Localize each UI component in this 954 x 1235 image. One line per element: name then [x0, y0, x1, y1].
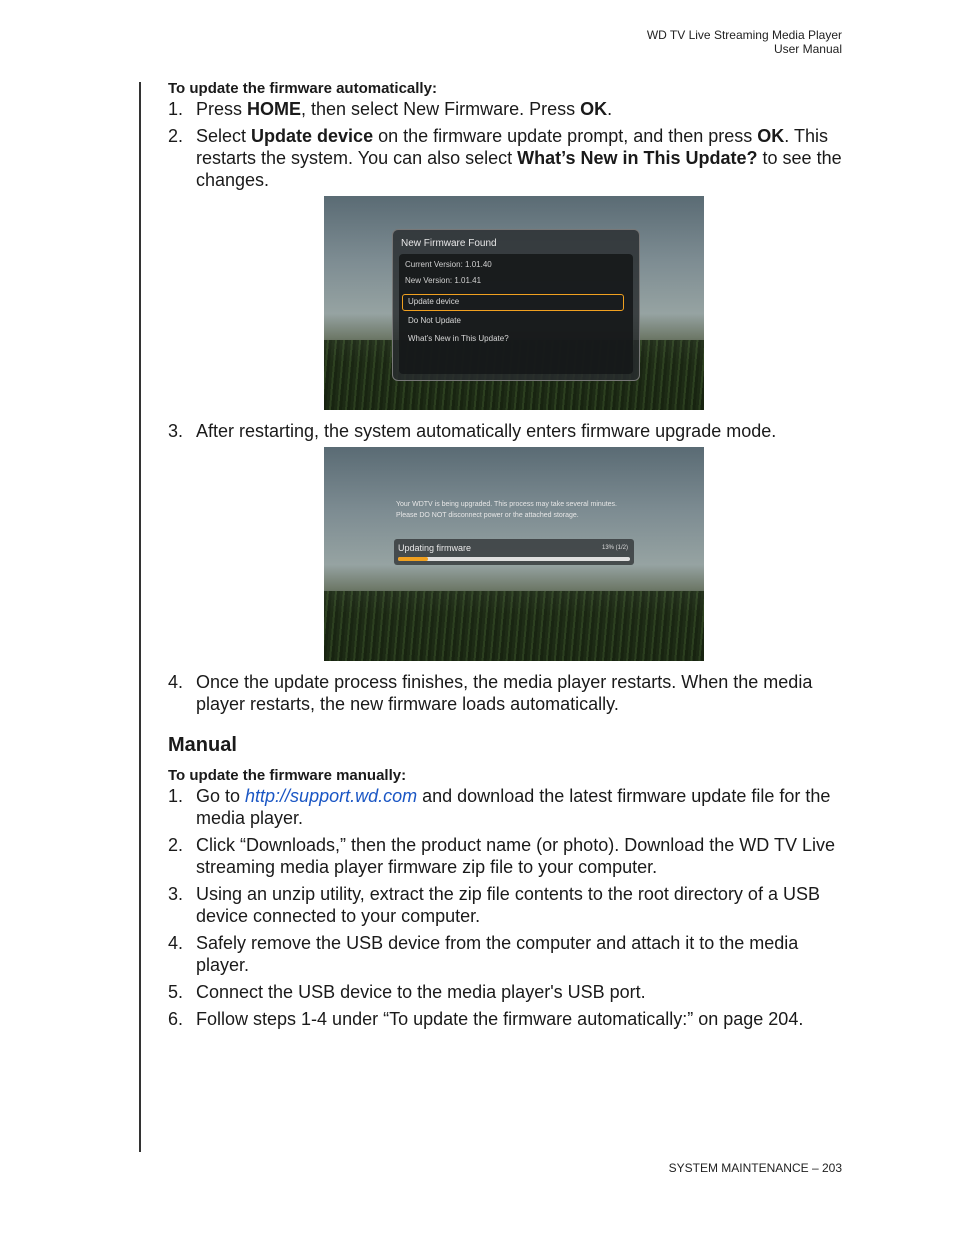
progress-track — [398, 557, 630, 561]
auto-steps-list-end — [168, 671, 848, 715]
step-text: Go to — [196, 786, 246, 806]
manual-update-title: To update the firmware manually: — [168, 767, 407, 784]
step-emphasis: What’s New in This Update? — [517, 148, 758, 168]
option-update-device: Update device — [408, 297, 460, 306]
new-version: New Version: 1.01.41 — [405, 276, 482, 285]
list-item — [168, 671, 848, 715]
auto-update-title: To update the firmware automatically: — [168, 80, 437, 97]
step-text: Click “Downloads,” then the product name (or photo). Download the WD TV Live streaming media player firmware zip file to your computer. — [196, 835, 835, 877]
step-number: 6. — [168, 1009, 184, 1029]
list-item — [168, 125, 848, 191]
auto-steps-list — [168, 98, 848, 191]
dialog-title: New Firmware Found — [401, 238, 497, 249]
progress-panel — [394, 539, 634, 565]
support-link[interactable]: http://support.wd.com — [245, 786, 418, 806]
step-emphasis: OK — [580, 99, 608, 119]
screenshot-updating-firmware — [324, 447, 704, 661]
upgrade-message: Your WDTV is being upgraded. This process may take several minutes. Please DO NOT disconnect power or the attached storage. — [396, 501, 617, 519]
step-text: Once the update process finishes, the media player restarts. When the media player restarts, the new firmware loads automatically. — [196, 672, 813, 714]
step-text: , then select New Firmware. Press — [301, 99, 581, 119]
step-number: 1. — [168, 786, 184, 806]
step-text: and download the latest firmware update file for the media player. — [196, 786, 831, 828]
auto-steps-list-cont — [168, 420, 848, 442]
step-number: 2. — [168, 835, 184, 855]
current-version: Current Version: 1.01.40 — [405, 260, 492, 269]
list-item — [168, 1008, 848, 1030]
step-text: Using an unzip utility, extract the zip file contents to the root directory of a USB device connected to your computer. — [196, 884, 820, 926]
step-text: Select — [196, 126, 252, 146]
progress-fill — [398, 557, 428, 561]
list-item — [168, 883, 848, 927]
step-emphasis: HOME — [247, 99, 302, 119]
page-content — [168, 80, 848, 1035]
new-firmware-dialog — [392, 229, 640, 381]
manual-steps-list — [168, 785, 848, 1030]
step-text: . This restarts the system. You can also select — [196, 126, 828, 168]
list-item — [168, 834, 848, 878]
progress-label: Updating firmware — [398, 543, 472, 553]
grass-background — [324, 591, 704, 661]
step-number: 2. — [168, 126, 184, 146]
page-footer: SYSTEM MAINTENANCE – 203 — [668, 1161, 842, 1175]
list-item — [168, 981, 848, 1003]
list-item — [168, 932, 848, 976]
option-whats-new: What’s New in This Update? — [408, 334, 509, 343]
list-item — [168, 420, 848, 442]
step-text: Connect the USB device to the media player's USB port. — [196, 982, 646, 1002]
option-do-not-update: Do Not Update — [408, 316, 461, 325]
running-header — [647, 28, 842, 56]
step-text: Press — [196, 99, 248, 119]
manual-heading: Manual — [168, 734, 237, 756]
step-text: . — [607, 99, 613, 119]
list-item — [168, 785, 848, 829]
step-text: on the firmware update prompt, and then press — [373, 126, 758, 146]
header-doc-type: User Manual — [773, 42, 842, 56]
list-item — [168, 98, 848, 120]
step-number: 3. — [168, 421, 184, 441]
progress-percent: 13% (1/2) — [601, 545, 628, 551]
updating-dialog — [392, 493, 638, 573]
header-product: WD TV Live Streaming Media Player — [646, 28, 842, 42]
step-emphasis: Update device — [251, 126, 374, 146]
dialog-body — [399, 254, 633, 374]
step-number: 4. — [168, 672, 184, 692]
step-emphasis: OK — [757, 126, 785, 146]
step-text: After restarting, the system automatically enters firmware upgrade mode. — [196, 421, 777, 441]
margin-rule — [139, 82, 141, 1152]
screenshot-new-firmware — [324, 196, 704, 410]
step-number: 1. — [168, 99, 184, 119]
step-number: 3. — [168, 884, 184, 904]
step-number: 5. — [168, 982, 184, 1002]
step-text: Follow steps 1-4 under “To update the firmware automatically:” on page 204. — [196, 1009, 804, 1029]
step-number: 4. — [168, 933, 184, 953]
step-text: Safely remove the USB device from the computer and attach it to the media player. — [196, 933, 799, 975]
step-text: to see the changes. — [196, 148, 842, 190]
